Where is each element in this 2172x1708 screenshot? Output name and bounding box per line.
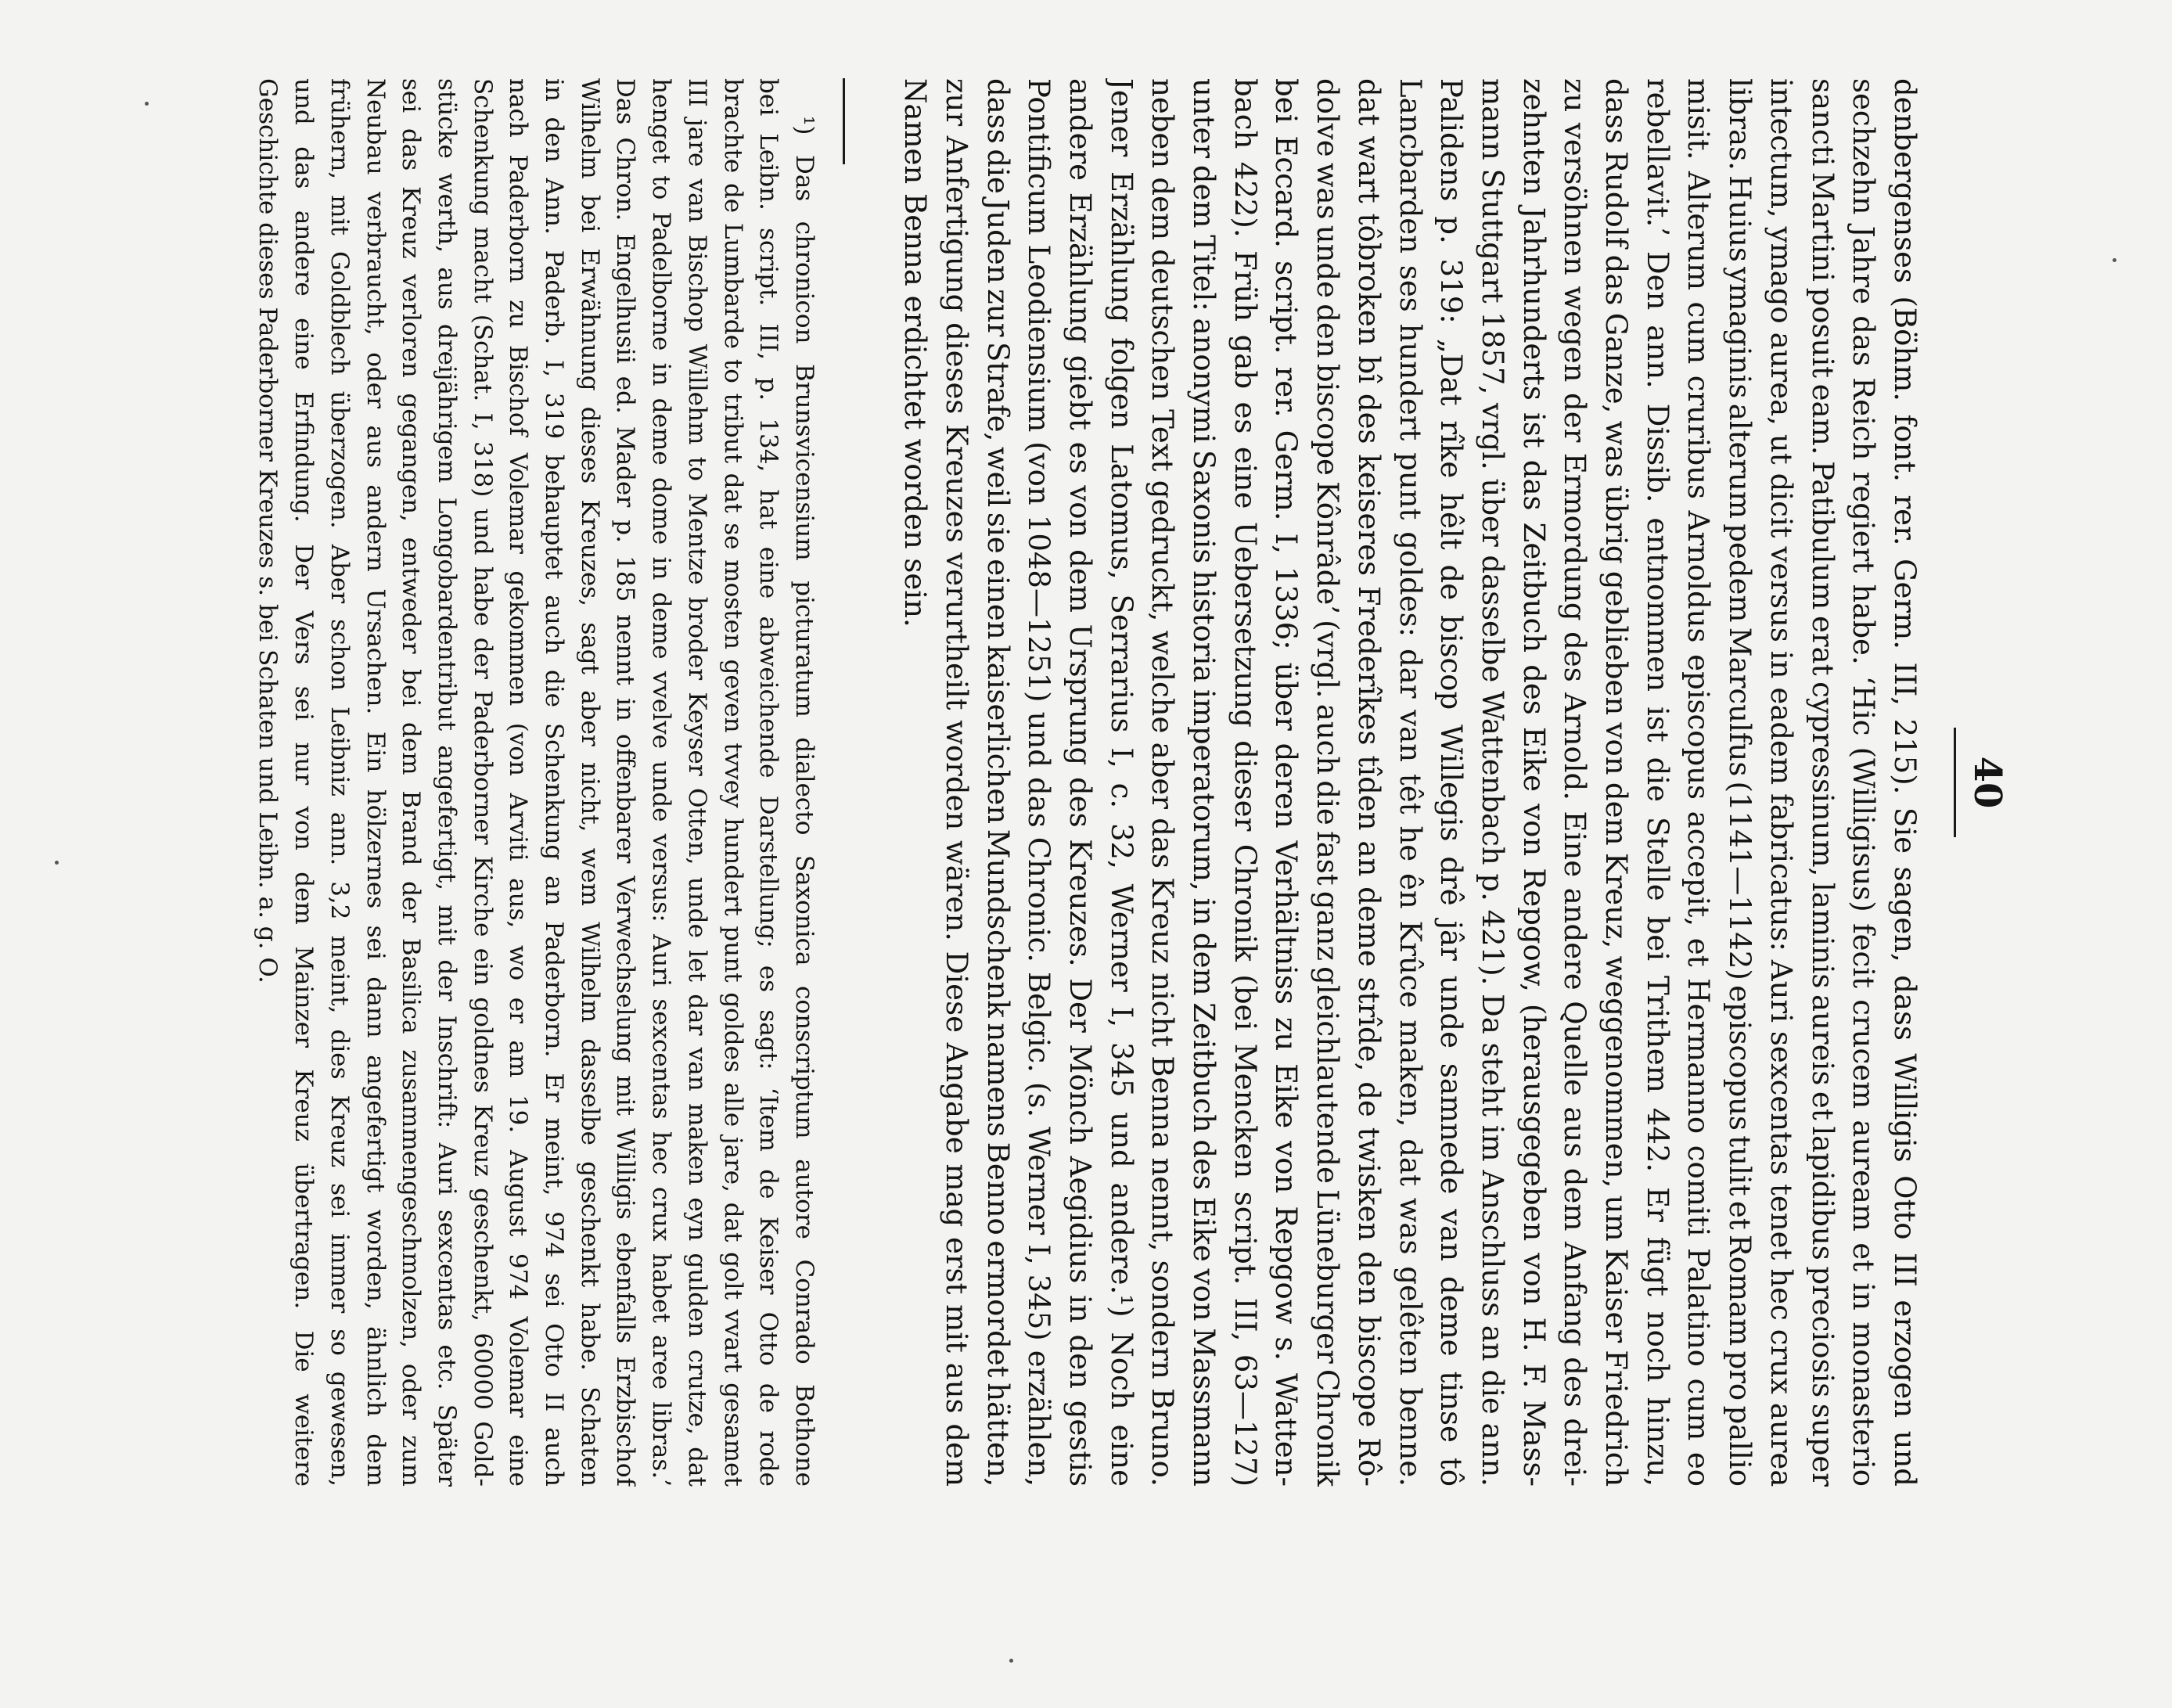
main-line: sechzehn Jahre das Reich regiert habe. ‘Hic (Willigisus) fecit crucem auream et in monasterio <box>1847 78 1881 1487</box>
footnote-line: und das andere eine Erfindung. Der Vers sei nur von dem Mainzer Kreuz übertragen. Die weitere <box>289 78 318 1487</box>
main-line: Namen Benna erdichtet worden sein. <box>898 78 933 627</box>
main-text <box>894 78 1925 1487</box>
footnote-rule <box>843 78 845 164</box>
footnote-line: III jare van Bischop Willehm to Mentze broder Keyser Otten, unde let dar van maken eyn gulden crutze, dat <box>682 78 711 1487</box>
speck <box>2113 258 2116 262</box>
page-number: 40 <box>1965 756 2009 809</box>
main-line: rebellavit.’ Den ann. Dissib. entnommen ist die Stelle bei Trithem 442. Er fügt noch hinzu, <box>1640 78 1674 1487</box>
footnote-line: Schenkung macht (Schat. I, 318) und habe der Paderborner Kirche ein goldnes Kreuz geschenkt, 60000 Gold- <box>468 78 497 1487</box>
main-line: bach 422). Früh gab es eine Uebersetzung dieser Chronik (bei Mencken script. III, 63—127) <box>1228 78 1262 1487</box>
footnote-line: ¹) Das chronicon Brunsvicensium picturatum dialecto Saxonica conscriptum autore Conrado Bothone <box>790 116 818 1487</box>
footnote-line: bei Leibn. script. III, p. 134, hat eine abweichende Darstellung; es sagt: ‘Item de Keiser Otto de rode <box>754 78 783 1487</box>
rotated-text-block <box>117 78 2011 1487</box>
main-line: Lancbarden ses hundert punt goldes: dar van têt he ên Krûce maken, dat was gelêten benne. <box>1393 78 1427 1487</box>
footnote-line: stücke werth, aus dreijährigem Longobardentribut angefertigt, mit der Inschrift: Auri sexcentas etc. Später <box>432 78 461 1487</box>
main-line: Palidens p. 319: „Dat rîke hêlt de biscop Willegis drê jâr unde samnede van deme tinse tô <box>1434 78 1469 1487</box>
main-line: dolve was unde den biscope Kônrâde’ (vrgl. auch die fast ganz gleichlautende Lüneburger Chronik <box>1311 78 1345 1487</box>
footnote-line: sei das Kreuz verloren gegangen, entweder bei dem Brand der Basilica zusammengeschmolzen, oder zum <box>397 78 426 1487</box>
main-line: dat wart tôbroken bî des keiseres Frederîkes tîden an deme strîde, de twisken den biscope Rô- <box>1351 78 1386 1487</box>
main-line: unter dem Titel: anonymi Saxonis historia imperatorum, in dem Zeitbuch des Eike von Massmann <box>1187 78 1221 1487</box>
footnote-line: Geschichte dieses Paderborner Kreuzes s. bei Schaten und Leibn. a. g. O. <box>254 78 282 983</box>
main-line: Pontificum Leodiensium (von 1048—1251) und das Chronic. Belgic. (s. Werner I, 345) erzählen, <box>1022 78 1056 1487</box>
footnote-line: brachte de Lumbarde to tribut dat se mosten geven tvvey hundert punt goldes alle jare, dat golt vvart gesamet <box>718 78 747 1487</box>
main-line: libras. Huius ymaginis alterum pedem Marculfus (1141—1142) episcopus tulit et Romam pro pallio <box>1723 78 1757 1487</box>
speck <box>55 861 59 865</box>
footnote-line: frühern, mit Goldblech überzogen. Aber schon Leibniz ann. 3,2 meint, dies Kreuz sei immer so gewesen, <box>325 78 354 1487</box>
footnote-line: Das Chron. Engelhusii ed. Mader p. 185 nennt in offenbarer Verwechselung mit Willigis ebenfalls Erzbischof <box>611 78 640 1487</box>
footnote-line: in den Ann. Paderb. I, 319 behauptet auch die Schenkung an Paderborn. Er meint, 974 sei Otto II auch <box>540 78 569 1487</box>
footnote-line: Neubau verbraucht, oder aus andern Ursachen. Ein hölzernes sei dann angefertigt worden, ähnlich dem <box>361 78 390 1487</box>
footnote-line: henget to Padelborne in deme dome in deme vvelve unde versus: Auri sexcentas hec crux habet aree libras.’ <box>647 78 676 1487</box>
main-line: intectum, ymago aurea, ut dicit versus in eadem fabricatus: Auri sexcentas tenet hec crux aurea <box>1764 78 1798 1487</box>
page-header <box>1956 78 2011 1487</box>
speck <box>1009 1659 1013 1663</box>
footnote-line: nach Paderborn zu Bischof Volemar gekommen (von Arviti aus, wo er am 19. August 974 Volemar eine <box>504 78 533 1487</box>
main-line: zur Anfertigung dieses Kreuzes verurtheilt worden wären. Diese Angabe mag erst mit aus dem <box>939 78 973 1487</box>
main-line: zu versöhnen wegen der Ermordung des Arnold. Eine andere Quelle aus dem Anfang des drei- <box>1558 78 1592 1487</box>
main-line: dass Rudolf das Ganze, was übrig geblieben von dem Kreuz, weggenommen, um Kaiser Friedrich <box>1599 78 1634 1487</box>
main-line: zehnten Jahrhunderts ist das Zeitbuch des Eike von Repgow, (herausgegeben von H. F. Mass- <box>1516 78 1551 1487</box>
footnote-line: Wilhelm bei Erwähnung dieses Kreuzes, sagt aber nicht, wem Wilhelm dasselbe geschenkt habe. Schaten <box>575 78 604 1487</box>
main-line: andere Erzählung giebt es von dem Ursprung des Kreuzes. Der Mönch Aegidius in den gestis <box>1063 78 1097 1487</box>
main-line: denbergenses (Böhm. font. rer. Germ. III, 215). Sie sagen, dass Willigis Otto III erzogen und <box>1888 78 1922 1487</box>
main-line: neben dem deutschen Text gedruckt, welche aber das Kreuz nicht Benna nennt, sondern Bruno. <box>1145 78 1180 1487</box>
main-line: Jener Erzählung folgen Latomus, Serrarius I, c. 32, Werner I, 345 und andere.¹) Noch eine <box>1104 78 1138 1487</box>
main-line: misit. Alterum cum cruribus Arnoldus episcopus accepit, et Hermanno comiti Palatino cum eo <box>1681 78 1716 1487</box>
main-line: sancti Martini posuit eam. Patibulum erat cypressinum, laminis aureis et lapidibus preciosis super <box>1805 78 1839 1487</box>
main-line: mann Stuttgart 1857, vrgl. über dasselbe Wattenbach p. 421). Da steht im Anschluss an die ann. <box>1475 78 1509 1487</box>
header-rule <box>1954 728 1956 837</box>
main-line: bei Eccard. script. rer. Germ. I, 1336; über deren Verhältniss zu Eike von Repgow s. Watten- <box>1269 78 1304 1487</box>
main-line: dass die Juden zur Strafe, weil sie einen kaiserlichen Mundschenk namens Benno ermordet hätten, <box>980 78 1015 1487</box>
footnote <box>250 78 822 1487</box>
